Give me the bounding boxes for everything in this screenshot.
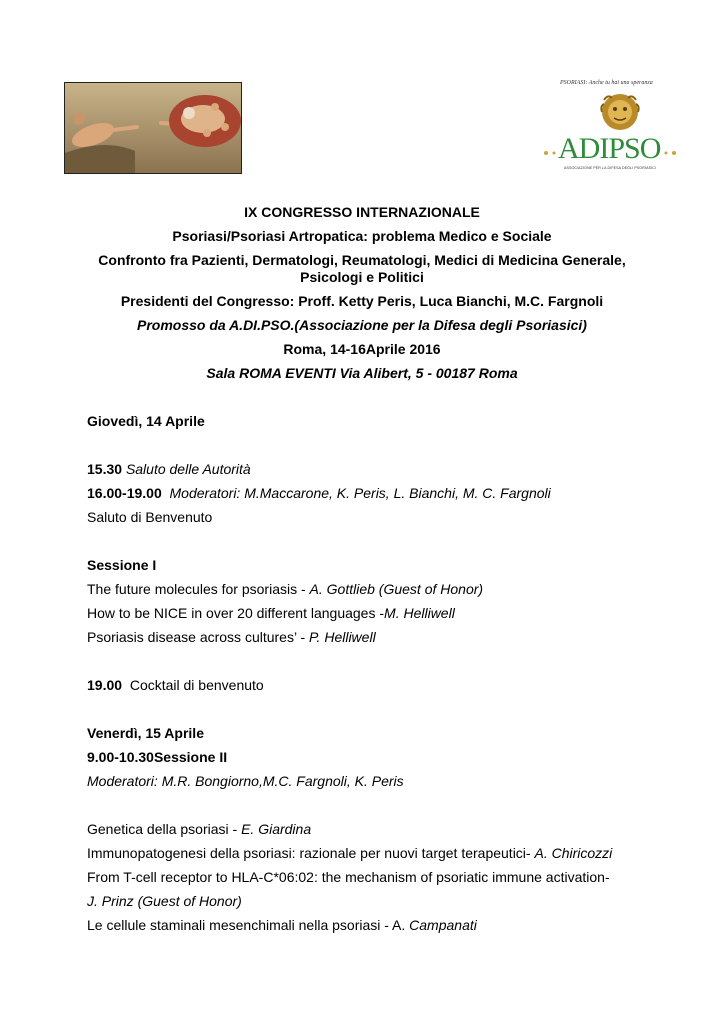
item-time: 15.30 [87, 461, 123, 477]
talk-speaker: Campanati [409, 917, 477, 933]
day1-item-moderators [87, 485, 551, 502]
item-text: Moderatori: M.Maccarone, K. Peris, L. Bianchi, M. C. Fargnoli [169, 485, 551, 501]
logo-subtitle: ASSOCIAZIONE PER LA DIFESA DEGLI PSORIASICI [564, 166, 656, 170]
session1-talk-3 [87, 629, 376, 646]
session2-talk-2 [87, 845, 612, 862]
congress-venue: Sala ROMA EVENTI Via Alibert, 5 - 00187 Roma [206, 365, 518, 381]
congress-title: IX CONGRESSO INTERNAZIONALE [244, 204, 480, 220]
talk-title: Le cellule staminali mesenchimali nella psoriasi - A. [87, 917, 410, 933]
day1-title: Giovedì, 14 Aprile [87, 413, 205, 429]
talk-speaker: A. Chiricozzi [534, 845, 613, 861]
item-text: Saluto delle Autorità [125, 461, 251, 477]
session2-talk-1 [87, 821, 311, 838]
session2-talk-3-speaker: J. Prinz (Guest of Honor) [87, 893, 242, 909]
session2-talk-3: From T-cell receptor to HLA-C*06:02: the mechanism of psoriatic immune activation- [87, 869, 610, 885]
congress-date: Roma, 14-16Aprile 2016 [283, 341, 441, 357]
item-text: Cocktail di benvenuto [129, 677, 264, 693]
logo-name: ADIPSO [558, 132, 661, 165]
congress-presidents: Presidenti del Congresso: Proff. Ketty Peris, Luca Bianchi, M.C. Fargnoli [120, 293, 604, 309]
session2-moderators: Moderatori: M.R. Bongiorno,M.C. Fargnoli, K. Peris [87, 773, 404, 789]
session1-talk-2 [87, 605, 455, 622]
talk-speaker: E. Giardina [241, 821, 312, 837]
logo-tagline: PSORIASI: Anche tu hai una speranza [560, 80, 653, 86]
session-time: 9.00-10.30 [87, 749, 154, 765]
adipso-logo [540, 78, 680, 174]
day2-title: Venerdì, 15 Aprile [87, 725, 204, 741]
talk-speaker: P. Helliwell [309, 629, 376, 645]
session-title: Sessione II [153, 749, 228, 765]
creation-of-adam-image [64, 82, 242, 174]
medusa-emblem-icon [600, 90, 640, 134]
day1-item-welcome: Saluto di Benvenuto [87, 509, 213, 525]
talk-title: Genetica della psoriasi - [87, 821, 242, 837]
session1-title: Sessione I [87, 557, 157, 573]
fresco-illustration [65, 83, 241, 173]
congress-promoter: Promosso da A.DI.PSO.(Associazione per la Difesa degli Psoriasici) [137, 317, 587, 333]
session1-talk-1 [87, 581, 483, 598]
talk-title: Immunopatogenesi della psoriasi: razionale per nuovi target terapeutici- [87, 845, 535, 861]
talk-title: Psoriasis disease across cultures’ - [87, 629, 310, 645]
congress-subtitle-line1: Confronto fra Pazienti, Dermatologi, Reumatologi, Medici di Medicina Generale, [98, 252, 626, 268]
talk-title: The future molecules for psoriasis - [87, 581, 310, 597]
talk-speaker: M. Helliwell [384, 605, 455, 621]
item-time: 16.00-19.00 [87, 485, 162, 501]
congress-subtitle-line2: Psicologi e Politici [300, 269, 424, 285]
day1-cocktail [87, 677, 264, 694]
session2-header [87, 749, 227, 766]
session2-talk-4 [87, 917, 477, 934]
item-time: 19.00 [87, 677, 123, 693]
talk-speaker: A. Gottlieb (Guest of Honor) [309, 581, 484, 597]
talk-title: How to be NICE in over 20 different languages - [87, 605, 385, 621]
congress-theme: Psoriasi/Psoriasi Artropatica: problema Medico e Sociale [172, 228, 552, 244]
day1-item-greetings [87, 461, 251, 478]
